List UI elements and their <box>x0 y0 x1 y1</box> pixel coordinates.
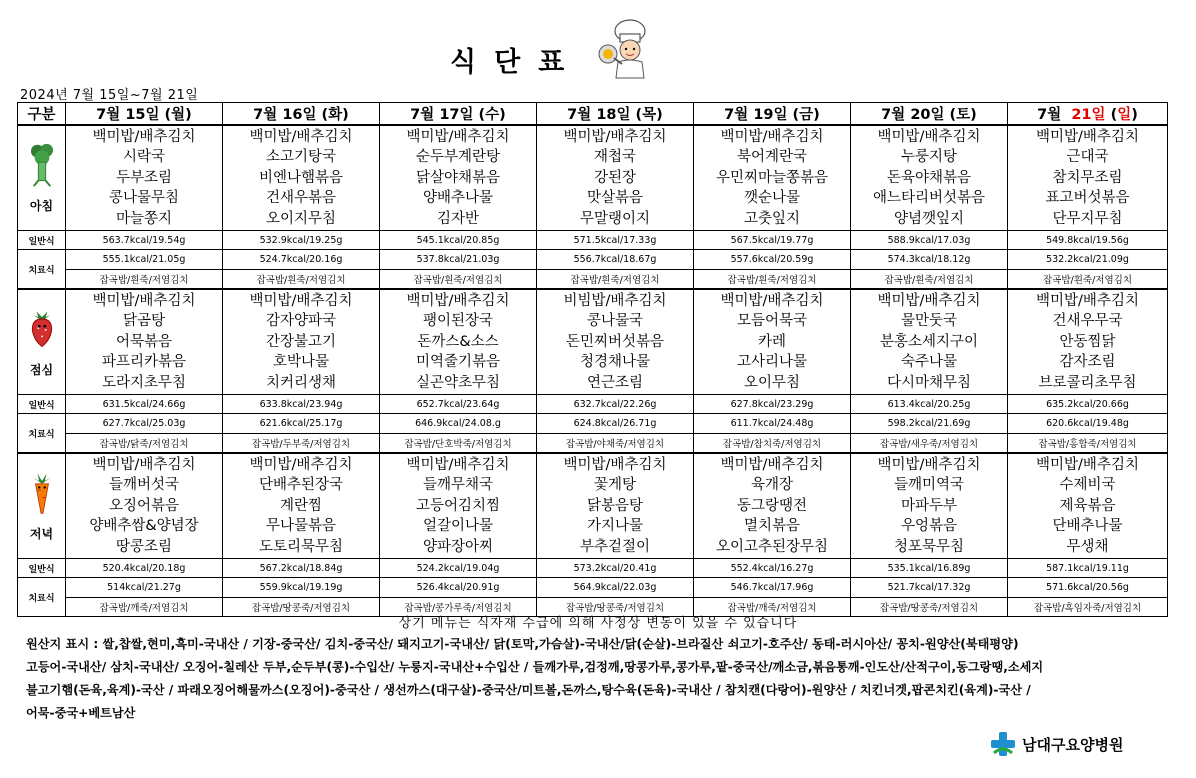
therapeutic-kcal: 564.9kcal/22.03g <box>537 578 694 598</box>
general-label: 일반식 <box>18 395 66 414</box>
menu-item: 오이무침 <box>743 374 801 391</box>
day-header: 7월 17일 (수) <box>380 103 537 126</box>
menu-item: 무말랭이지 <box>579 210 651 227</box>
day-header: 7월 15일 (월) <box>66 103 223 126</box>
menu-item: 오이고추된장무침 <box>715 538 829 555</box>
therapeutic-kcal: 521.7kcal/17.32g <box>851 578 1008 598</box>
menu-item: 단무지무침 <box>1052 210 1123 227</box>
menu-item: 들깨버섯국 <box>108 477 180 494</box>
menu-item: 간장불고기 <box>265 333 337 350</box>
menu-item: 멸치볶음 <box>743 518 801 535</box>
therapeutic-label: 치료식 <box>18 414 66 454</box>
general-kcal: 571.5kcal/17.33g <box>537 231 694 250</box>
menu-cell <box>66 453 223 559</box>
menu-item: 브로콜리초무침 <box>1038 374 1137 391</box>
menu-item: 고사리나물 <box>736 354 808 371</box>
menu-item: 백미밥/배추김치 <box>92 292 196 309</box>
menu-cell <box>380 289 537 395</box>
menu-item: 백미밥/배추김치 <box>720 292 824 309</box>
menu-item: 단배추된장국 <box>258 477 344 494</box>
menu-item: 백미밥/배추김치 <box>406 456 510 473</box>
menu-item: 무생채 <box>1066 538 1109 555</box>
menu-item: 백미밥/배추김치 <box>720 456 824 473</box>
menu-item: 단배추나물 <box>1052 518 1123 535</box>
day-header: 7월 19일 (금) <box>694 103 851 126</box>
therapeutic-kcal: 620.6kcal/19.48g <box>1008 414 1168 434</box>
therapeutic-sub: 잡곡밥/흰죽/저염김치 <box>380 270 537 290</box>
general-kcal: 627.8kcal/23.29g <box>694 395 851 414</box>
page-title: 식단표 <box>450 47 583 78</box>
general-kcal: 631.5kcal/24.66g <box>66 395 223 414</box>
therapeutic-kcal: 526.4kcal/20.91g <box>380 578 537 598</box>
menu-item: 안동찜닭 <box>1059 333 1116 350</box>
menu-item: 건새우무국 <box>1052 313 1123 330</box>
menu-item: 참치무조림 <box>1052 169 1123 186</box>
general-kcal: 633.8kcal/23.94g <box>223 395 380 414</box>
menu-item: 김자반 <box>436 210 480 227</box>
therapeutic-kcal: 624.8kcal/26.71g <box>537 414 694 434</box>
therapeutic-sub: 잡곡밥/땅콩죽/저염김치 <box>223 598 380 617</box>
menu-item: 고춧잎지 <box>743 210 801 227</box>
therapeutic-sub: 잡곡밥/두부죽/저염김치 <box>223 434 380 454</box>
therapeutic-kcal: 627.7kcal/25.03g <box>66 414 223 434</box>
origin-line: 어묵-중국+베트남산 <box>26 706 136 720</box>
general-label: 일반식 <box>18 231 66 250</box>
therapeutic-sub: 잡곡밥/흰죽/저염김치 <box>66 270 223 290</box>
day-header: 7월 20일 (토) <box>851 103 1008 126</box>
therapeutic-sub: 잡곡밥/새우죽/저염김치 <box>851 434 1008 454</box>
menu-item: 마파두부 <box>900 497 958 514</box>
general-kcal: 535.1kcal/16.89g <box>851 559 1008 578</box>
strawberry-icon <box>18 306 65 355</box>
therapeutic-sub-row <box>18 434 1168 454</box>
menu-item: 백미밥/배추김치 <box>249 456 353 473</box>
therapeutic-kcal: 611.7kcal/24.48g <box>694 414 851 434</box>
therapeutic-label: 치료식 <box>18 250 66 290</box>
therapeutic-sub: 잡곡밥/닭죽/저염김치 <box>66 434 223 454</box>
menu-item: 감자조림 <box>1059 354 1116 371</box>
general-label: 일반식 <box>18 559 66 578</box>
therapeutic-sub: 잡곡밥/콩가루죽/저염김치 <box>380 598 537 617</box>
menu-item: 백미밥/배추김치 <box>1036 456 1139 473</box>
therapeutic-kcal: 646.9kcal/24.08.g <box>380 414 537 434</box>
therapeutic-sub: 잡곡밥/깨죽/저염김치 <box>694 598 851 617</box>
menu-item: 모듬어묵국 <box>736 313 808 330</box>
menu-item: 우엉볶음 <box>900 518 958 535</box>
menu-item: 백미밥/배추김치 <box>249 292 353 309</box>
therapeutic-kcal: 621.6kcal/25.17g <box>223 414 380 434</box>
origin-line: 원산지 표시 : 쌀,찹쌀,현미,흑미-국내산 / 기장-중국산/ 김치-중국산/ 돼지고기-국내산/ 닭(토막,가슴살)-국내산/닭(순살)-브라질산 쇠고기-호주산/ 동태-러시아산/ 꽁치-원양산(북태평양) <box>26 637 1019 651</box>
menu-cell <box>537 125 694 231</box>
meal-label-cell <box>18 125 66 231</box>
menu-cell <box>380 453 537 559</box>
general-kcal: 573.2kcal/20.41g <box>537 559 694 578</box>
menu-table <box>17 102 1168 617</box>
menu-item: 누룽지탕 <box>900 149 958 166</box>
general-kcal: 563.7kcal/19.54g <box>66 231 223 250</box>
therapeutic-kcal: 546.7kcal/17.96g <box>694 578 851 598</box>
meal-row <box>18 289 1168 395</box>
menu-cell <box>537 289 694 395</box>
therapeutic-sub: 잡곡밥/흰죽/저염김치 <box>537 270 694 290</box>
menu-item: 감자양파국 <box>265 313 337 330</box>
menu-item: 백미밥/배추김치 <box>92 456 196 473</box>
day-header-month: 7월 <box>1037 107 1072 123</box>
general-row <box>18 231 1168 250</box>
general-kcal: 587.1kcal/19.11g <box>1008 559 1168 578</box>
origin-info <box>26 633 1166 725</box>
day-header-red-day: 21일 <box>1071 107 1106 123</box>
therapeutic-row <box>18 578 1168 598</box>
menu-item: 들깨미역국 <box>893 477 965 494</box>
menu-item: 치커리생채 <box>265 374 337 391</box>
menu-item: 콩나물국 <box>586 313 644 330</box>
therapeutic-sub: 잡곡밥/땅콩죽/저염김치 <box>851 598 1008 617</box>
menu-item: 오징어볶음 <box>108 497 180 514</box>
general-kcal: 652.7kcal/23.64g <box>380 395 537 414</box>
menu-item: 카레 <box>757 333 786 350</box>
menu-item: 우민찌마늘쫑볶음 <box>715 169 829 186</box>
day-header: 7월 16일 (화) <box>223 103 380 126</box>
general-row <box>18 395 1168 414</box>
menu-item: 백미밥/배추김치 <box>877 456 981 473</box>
menu-item: 도라지초무침 <box>101 374 187 391</box>
therapeutic-kcal: 555.1kcal/21.05g <box>66 250 223 270</box>
therapeutic-kcal: 571.6kcal/20.56g <box>1008 578 1168 598</box>
menu-item: 표고버섯볶음 <box>1045 190 1130 207</box>
menu-item: 오이지무침 <box>265 210 337 227</box>
menu-item: 백미밥/배추김치 <box>1036 128 1139 145</box>
therapeutic-kcal: 574.3kcal/18.12g <box>851 250 1008 270</box>
menu-item: 청포묵무침 <box>893 538 965 555</box>
general-kcal: 552.4kcal/16.27g <box>694 559 851 578</box>
menu-item: 숙주나물 <box>900 354 958 371</box>
menu-cell <box>223 453 380 559</box>
general-kcal: 588.9kcal/17.03g <box>851 231 1008 250</box>
menu-item: 백미밥/배추김치 <box>720 128 824 145</box>
menu-item: 백미밥/배추김치 <box>877 128 981 145</box>
menu-cell <box>851 125 1008 231</box>
therapeutic-row <box>18 250 1168 270</box>
menu-item: 제육볶음 <box>1059 497 1116 514</box>
menu-item: 콩나물무침 <box>108 190 180 207</box>
menu-cell <box>1008 289 1168 395</box>
hospital-name: 남대구요양병원 <box>1022 735 1124 754</box>
menu-item: 백미밥/배추김치 <box>563 456 667 473</box>
menu-item: 비엔나햄볶음 <box>258 169 344 186</box>
menu-item: 백미밥/배추김치 <box>92 128 196 145</box>
menu-item: 가지나물 <box>586 518 644 535</box>
menu-item: 돈민찌버섯볶음 <box>565 333 665 350</box>
therapeutic-sub: 잡곡밥/단호박죽/저염김치 <box>380 434 537 454</box>
menu-item: 무나물볶음 <box>265 518 337 535</box>
menu-item: 백미밥/배추김치 <box>877 292 981 309</box>
menu-cell <box>66 289 223 395</box>
general-kcal: 545.1kcal/20.85g <box>380 231 537 250</box>
menu-item: 수제비국 <box>1059 477 1116 494</box>
menu-item: 건새우볶음 <box>265 190 337 207</box>
menu-item: 미역줄기볶음 <box>415 354 501 371</box>
menu-cell <box>1008 125 1168 231</box>
carrot-icon <box>18 470 65 519</box>
therapeutic-kcal: 524.7kcal/20.16g <box>223 250 380 270</box>
therapeutic-kcal: 556.7kcal/18.67g <box>537 250 694 270</box>
menu-item: 애느타리버섯볶음 <box>872 190 986 207</box>
date-range: 2024년 7월 15일~7월 21일 <box>20 88 199 103</box>
menu-item: 호박나물 <box>272 354 330 371</box>
therapeutic-kcal: 537.8kcal/21.03g <box>380 250 537 270</box>
therapeutic-kcal: 557.6kcal/20.59g <box>694 250 851 270</box>
menu-item: 북어계란국 <box>736 149 808 166</box>
notice-text: 상기 메뉴는 식자재 수급에 의해 사정상 변동이 있을 수 있습니다 <box>398 616 798 631</box>
day-header-sunday <box>1008 103 1168 126</box>
menu-cell <box>851 453 1008 559</box>
therapeutic-kcal: 532.2kcal/21.09g <box>1008 250 1168 270</box>
menu-item: 어묵볶음 <box>115 333 173 350</box>
day-header-red-dow: 일 <box>1117 107 1132 123</box>
menu-cell <box>223 125 380 231</box>
menu-item: 땅콩조림 <box>115 538 173 555</box>
menu-item: 분홍소세지구이 <box>879 333 979 350</box>
day-header: 7월 18일 (목) <box>537 103 694 126</box>
general-kcal: 613.4kcal/20.25g <box>851 395 1008 414</box>
menu-item: 얼갈이나물 <box>422 518 494 535</box>
medical-cross-icon <box>990 731 1016 757</box>
menu-cell <box>851 289 1008 395</box>
chef-icon <box>596 18 656 80</box>
therapeutic-sub: 잡곡밥/흰죽/저염김치 <box>1008 270 1168 290</box>
menu-item: 닭살야채볶음 <box>415 169 501 186</box>
meal-label-cell <box>18 453 66 559</box>
menu-item: 마늘쫑지 <box>115 210 173 227</box>
menu-item: 소고기탕국 <box>265 149 337 166</box>
menu-item: 계란찜 <box>279 497 323 514</box>
menu-item: 백미밥/배추김치 <box>406 292 510 309</box>
menu-item: 백미밥/배추김치 <box>1036 292 1139 309</box>
general-row <box>18 559 1168 578</box>
menu-item: 청경채나물 <box>579 354 651 371</box>
menu-item: 근대국 <box>1066 149 1109 166</box>
menu-item: 재첩국 <box>593 149 637 166</box>
meal-name: 점심 <box>29 363 54 377</box>
menu-item: 양파장아찌 <box>422 538 494 555</box>
menu-cell <box>694 289 851 395</box>
general-kcal: 567.2kcal/18.84g <box>223 559 380 578</box>
hospital-logo <box>990 731 1123 757</box>
meal-name: 아침 <box>29 199 54 213</box>
therapeutic-kcal: 598.2kcal/21.69g <box>851 414 1008 434</box>
menu-item: 순두부계란탕 <box>415 149 501 166</box>
general-kcal: 532.9kcal/19.25g <box>223 231 380 250</box>
menu-item: 비빔밥/배추김치 <box>563 292 667 309</box>
menu-item: 실곤약초무침 <box>415 374 501 391</box>
menu-item: 돈육야채볶음 <box>886 169 972 186</box>
general-kcal: 632.7kcal/22.26g <box>537 395 694 414</box>
menu-cell <box>1008 453 1168 559</box>
therapeutic-row <box>18 414 1168 434</box>
therapeutic-sub: 잡곡밥/깨죽/저염김치 <box>66 598 223 617</box>
general-kcal: 524.2kcal/19.04g <box>380 559 537 578</box>
therapeutic-sub-row <box>18 270 1168 290</box>
menu-item: 닭곰탕 <box>122 313 166 330</box>
menu-cell <box>537 453 694 559</box>
general-kcal: 567.5kcal/19.77g <box>694 231 851 250</box>
therapeutic-sub: 잡곡밥/야채죽/저염김치 <box>537 434 694 454</box>
menu-item: 들깨무채국 <box>422 477 494 494</box>
menu-item: 다시마채무침 <box>886 374 972 391</box>
menu-item: 팽이된장국 <box>422 313 494 330</box>
therapeutic-sub: 잡곡밥/흰죽/저염김치 <box>223 270 380 290</box>
menu-item: 맛살볶음 <box>586 190 644 207</box>
therapeutic-kcal: 559.9kcal/19.19g <box>223 578 380 598</box>
therapeutic-sub: 잡곡밥/홍합죽/저염김치 <box>1008 434 1168 454</box>
menu-cell <box>223 289 380 395</box>
menu-item: 백미밥/배추김치 <box>249 128 353 145</box>
menu-cell <box>380 125 537 231</box>
general-kcal: 520.4kcal/20.18g <box>66 559 223 578</box>
menu-item: 동그랑땡전 <box>736 497 808 514</box>
menu-item: 파프리카볶음 <box>101 354 187 371</box>
menu-item: 닭봉음탕 <box>586 497 644 514</box>
menu-item: 시락국 <box>122 149 166 166</box>
menu-cell <box>66 125 223 231</box>
general-kcal: 549.8kcal/19.56g <box>1008 231 1168 250</box>
header-row <box>18 103 1168 126</box>
broccoli-icon <box>18 142 65 191</box>
header-label: 구분 <box>18 103 66 126</box>
meal-label-cell <box>18 289 66 395</box>
menu-item: 백미밥/배추김치 <box>406 128 510 145</box>
menu-item: 깻순나물 <box>743 190 801 207</box>
therapeutic-sub: 잡곡밥/참치죽/저염김치 <box>694 434 851 454</box>
therapeutic-sub: 잡곡밥/땅콩죽/저염김치 <box>537 598 694 617</box>
menu-item: 육개장 <box>750 477 794 494</box>
menu-item: 강된장 <box>593 169 637 186</box>
therapeutic-sub: 잡곡밥/흰죽/저염김치 <box>694 270 851 290</box>
therapeutic-kcal: 514kcal/21.27g <box>66 578 223 598</box>
menu-item: 도토리묵무침 <box>258 538 344 555</box>
therapeutic-sub: 잡곡밥/흑임자죽/저염김치 <box>1008 598 1168 617</box>
menu-item: 연근조림 <box>586 374 644 391</box>
menu-cell <box>694 453 851 559</box>
menu-cell <box>694 125 851 231</box>
meal-row <box>18 453 1168 559</box>
origin-line: 고등어-국내산/ 삼치-국내산/ 오징어-칠레산 두부,순두부(콩)-수입산/ 누룽지-국내산+수입산 / 들깨가루,검정깨,땅콩가루,콩가루,팥-중국산/깨소금,볶음통깨-인도산/산적구이,동그랑땡,소세지 <box>26 660 1044 674</box>
origin-line: 불고기햄(돈육,육계)-국산 / 파래오징어해물까스(오징어)-중국산 / 생선까스(대구살)-중국산/미트볼,돈까스,탕수육(돈육)-국내산 / 참치캔(다랑어)-원양산 / 치킨너겟,팝콘치킨(육계)-국산 / <box>26 683 1031 697</box>
day-header-paren-close: ) <box>1131 107 1138 123</box>
menu-item: 양배추쌈&양념장 <box>89 518 199 535</box>
menu-item: 고등어김치찜 <box>415 497 501 514</box>
day-header-paren: ( <box>1105 107 1118 123</box>
meal-row <box>18 125 1168 231</box>
menu-item: 돈까스&소스 <box>417 333 499 350</box>
general-kcal: 635.2kcal/20.66g <box>1008 395 1168 414</box>
menu-item: 꽃게탕 <box>593 477 637 494</box>
menu-item: 물만둣국 <box>900 313 958 330</box>
menu-item: 부추겉절이 <box>579 538 651 555</box>
menu-item: 백미밥/배추김치 <box>563 128 667 145</box>
menu-item: 두부조림 <box>115 169 173 186</box>
menu-item: 양배추나물 <box>422 190 494 207</box>
therapeutic-sub: 잡곡밥/흰죽/저염김치 <box>851 270 1008 290</box>
meal-name: 저녁 <box>29 527 54 541</box>
therapeutic-label: 치료식 <box>18 578 66 617</box>
menu-item: 양념깻잎지 <box>893 210 965 227</box>
